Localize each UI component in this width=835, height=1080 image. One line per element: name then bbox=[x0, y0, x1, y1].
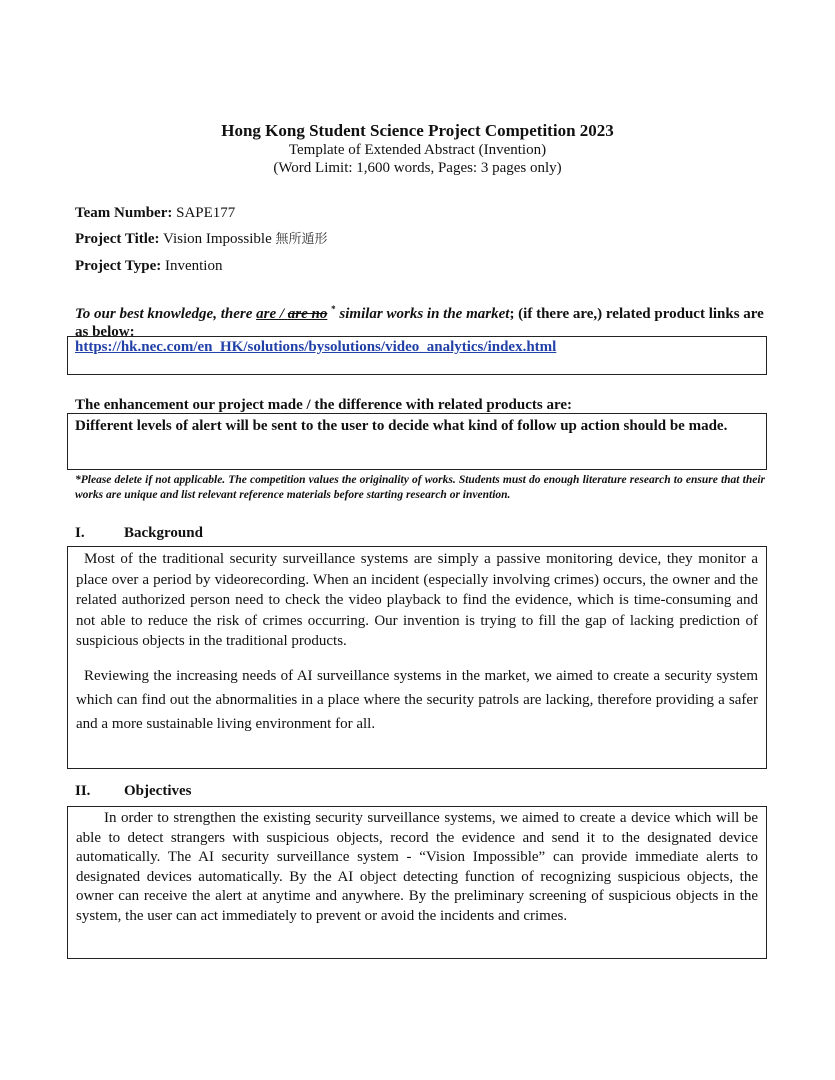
section-title: Objectives bbox=[124, 783, 192, 799]
section-heading-objectives bbox=[75, 782, 191, 800]
project-title-label: Project Title: bbox=[75, 231, 160, 247]
template-subtitle: Template of Extended Abstract (Invention) bbox=[288, 142, 547, 158]
are-no-option-struck: are no bbox=[287, 306, 328, 322]
related-product-link-box bbox=[67, 336, 767, 375]
document-header bbox=[0, 121, 835, 177]
asterisk-marker: * bbox=[331, 304, 336, 314]
team-number-line bbox=[75, 204, 235, 222]
are-option: are / are no bbox=[256, 306, 328, 322]
project-title-line bbox=[75, 230, 328, 249]
word-limit-note: (Word Limit: 1,600 words, Pages: 3 pages only) bbox=[273, 160, 562, 176]
project-type-value: Invention bbox=[161, 258, 223, 274]
competition-title: Hong Kong Student Science Project Competition 2023 bbox=[221, 121, 614, 140]
background-paragraph: Most of the traditional security surveillance systems are simply a passive monitoring device, they monitor a place over a period by videorecording. When an incident (especially involving crimes) occurs, the owner and the related authorized person need to check the video playback to find the evidence, which is time-consuming and not able to reduce the risk of crimes occurring. Our invention is trying to fill the gap of lacking prediction of suspicious objects in the traditional products. bbox=[76, 551, 758, 649]
project-type-label: Project Type: bbox=[75, 258, 162, 274]
background-box bbox=[67, 546, 767, 769]
project-title-value: Vision Impossible bbox=[159, 231, 276, 247]
team-number-label: Team Number: bbox=[75, 205, 173, 221]
enhancement-label: The enhancement our project made / the difference with related products are: bbox=[75, 397, 573, 413]
objectives-paragraph: In order to strengthen the existing security surveillance systems, we aimed to create a device which will be able to detect strangers with suspicious objects, record the evidence and send it to the designated device automatically. The AI security surveillance system - “Vision Impossible” can provide immediate alerts to designated devices automatically. By the AI object detecting function of recognizing suspicious objects, the owner can receive the alert at anytime and anywhere. By the preliminary screening of suspicious objects in the system, the user can act immediately to prevent or avoid the incidents and crimes. bbox=[76, 810, 758, 924]
knowledge-part1: To our best knowledge, there bbox=[75, 306, 257, 322]
objectives-box bbox=[67, 806, 767, 959]
footnote: *Please delete if not applicable. The competition values the originality of works. Students must do enough literature research to ensure that their works are unique and list relevant reference materials before starting research or invention. bbox=[75, 474, 765, 501]
section-number: II. bbox=[75, 783, 91, 799]
project-title-chinese: 無所遁形 bbox=[275, 232, 328, 247]
section-number: I. bbox=[75, 525, 85, 541]
related-product-link[interactable]: https://hk.nec.com/en_HK/solutions/bysolutions/video_analytics/index.html bbox=[75, 339, 557, 355]
section-heading-background bbox=[75, 524, 203, 542]
enhancement-box bbox=[67, 413, 767, 470]
background-paragraph: Reviewing the increasing needs of AI surveillance systems in the market, we aimed to create a security system which can find out the abnormalities in a place where the security patrols are lacking, therefore providing a safer and a more sustainable living environment for all. bbox=[76, 667, 758, 732]
team-number-value: SAPE177 bbox=[172, 205, 236, 221]
project-type-line bbox=[75, 257, 222, 275]
section-title: Background bbox=[124, 525, 203, 541]
knowledge-part2: similar works in the market bbox=[335, 306, 510, 322]
enhancement-text: Different levels of alert will be sent to the user to decide what kind of follow up action should be made. bbox=[75, 418, 728, 434]
knowledge-part3: ; (if there are,) related product links are as below: bbox=[75, 306, 764, 340]
knowledge-statement bbox=[75, 300, 765, 341]
